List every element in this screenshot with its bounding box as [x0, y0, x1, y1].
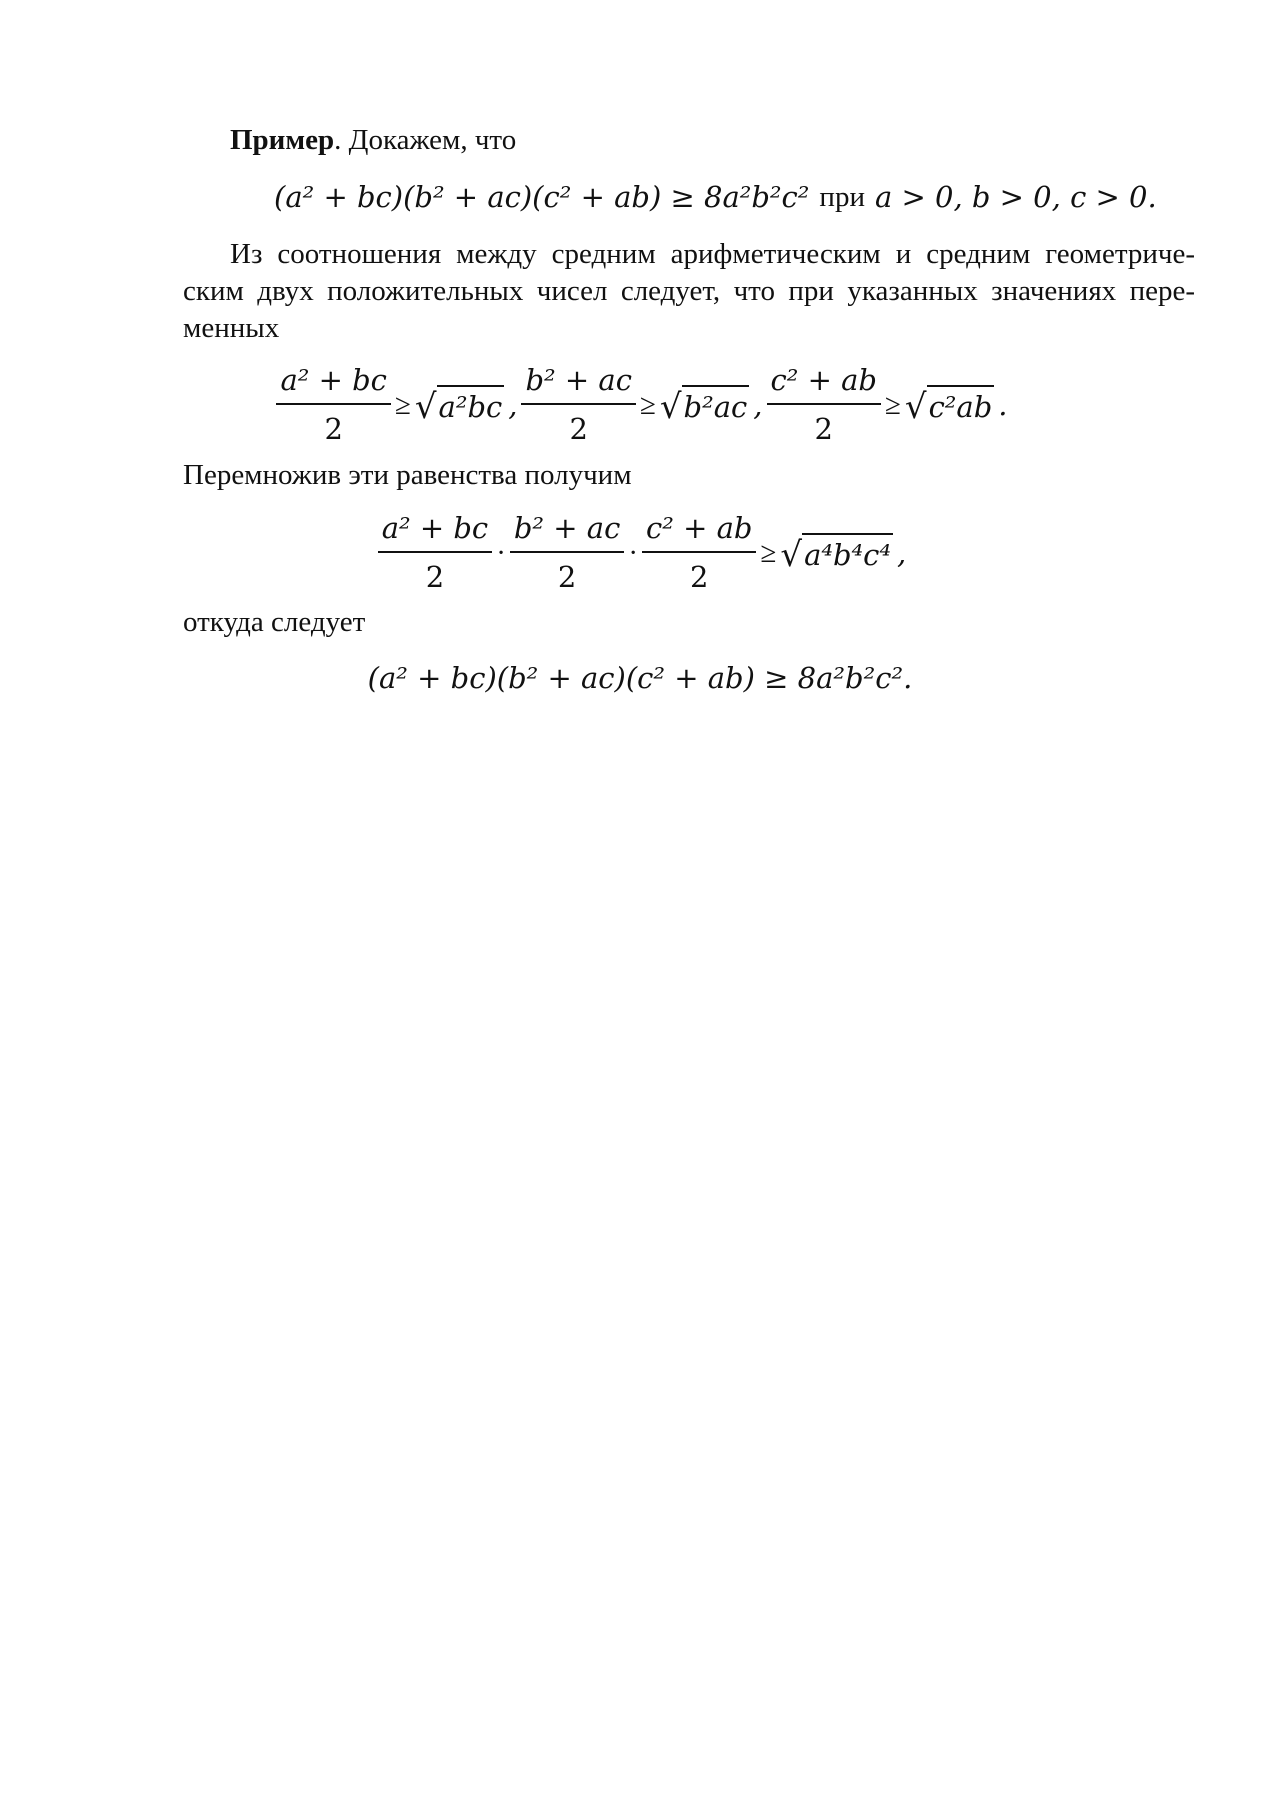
radicand: a⁴b⁴c⁴: [802, 533, 893, 574]
paragraph-line-1: [183, 236, 1195, 273]
fraction: [510, 510, 624, 596]
main-inequality-expression: (a² + bc)(b² + ac)(c² + ab) ≥ 8a²b²c²: [274, 180, 810, 214]
fraction-numerator: c² + ab: [770, 363, 877, 397]
fraction-numerator: b² + ac: [513, 511, 621, 545]
paragraph-line-3: менных: [183, 312, 280, 344]
fraction-denominator: 2: [557, 560, 577, 594]
example-heading: [230, 122, 516, 159]
fraction-denominator: 2: [690, 560, 709, 594]
separator: ,: [897, 535, 907, 570]
am-gm-inequalities: [0, 362, 1280, 448]
final-inequality-expression: (a² + bc)(b² + ac)(c² + ab) ≥ 8a²b²c².: [367, 661, 913, 695]
fraction: [767, 362, 881, 448]
square-root: √ c²ab: [904, 386, 993, 427]
paragraph-text-1: Из соотношения между средним арифметическим и средним геометриче-: [230, 238, 1195, 270]
fraction-denominator: 2: [569, 412, 588, 446]
radicand: c²ab: [927, 385, 995, 426]
fraction-denominator: 2: [324, 412, 343, 446]
square-root: √ a²bc: [414, 386, 503, 427]
main-inequality-word: при: [819, 181, 865, 213]
fraction: [521, 362, 635, 448]
fraction: [276, 362, 390, 448]
main-inequality: [274, 179, 1157, 216]
multiply-line: Перемножив эти равенства получим: [183, 459, 632, 491]
fraction-numerator: b² + ac: [525, 363, 632, 397]
square-root: √ a⁴b⁴c⁴: [780, 534, 892, 575]
radicand: b²ac: [682, 385, 750, 426]
geq-sign: ≥: [639, 388, 656, 421]
fraction-denominator: 2: [814, 412, 833, 446]
geq-sign: ≥: [760, 536, 777, 569]
fraction-denominator: 2: [425, 560, 445, 594]
dot-operator: ·: [496, 536, 506, 569]
dot-operator: ·: [628, 536, 638, 569]
terminator: .: [998, 387, 1008, 422]
radicand: a²bc: [437, 385, 505, 426]
geq-sign: ≥: [884, 388, 901, 421]
main-inequality-conditions: a > 0, b > 0, c > 0.: [874, 180, 1157, 214]
example-label: Пример: [230, 124, 335, 156]
square-root: √ b²ac: [659, 386, 748, 427]
example-intro-text: . Докажем, что: [334, 124, 517, 156]
fraction-numerator: a² + bc: [280, 363, 387, 397]
final-inequality: [0, 660, 1280, 697]
geq-sign: ≥: [394, 388, 411, 421]
product-inequality: [0, 510, 1280, 596]
fraction-numerator: a² + bc: [381, 511, 489, 545]
hence-line: откуда следует: [183, 606, 366, 638]
separator: ,: [753, 387, 763, 422]
paragraph-line-2: ским двух положительных чисел следует, что при указанных значениях пере-: [183, 275, 1195, 307]
fraction: [378, 510, 492, 596]
separator: ,: [508, 387, 518, 422]
fraction: [642, 510, 756, 596]
fraction-numerator: c² + ab: [646, 511, 753, 545]
